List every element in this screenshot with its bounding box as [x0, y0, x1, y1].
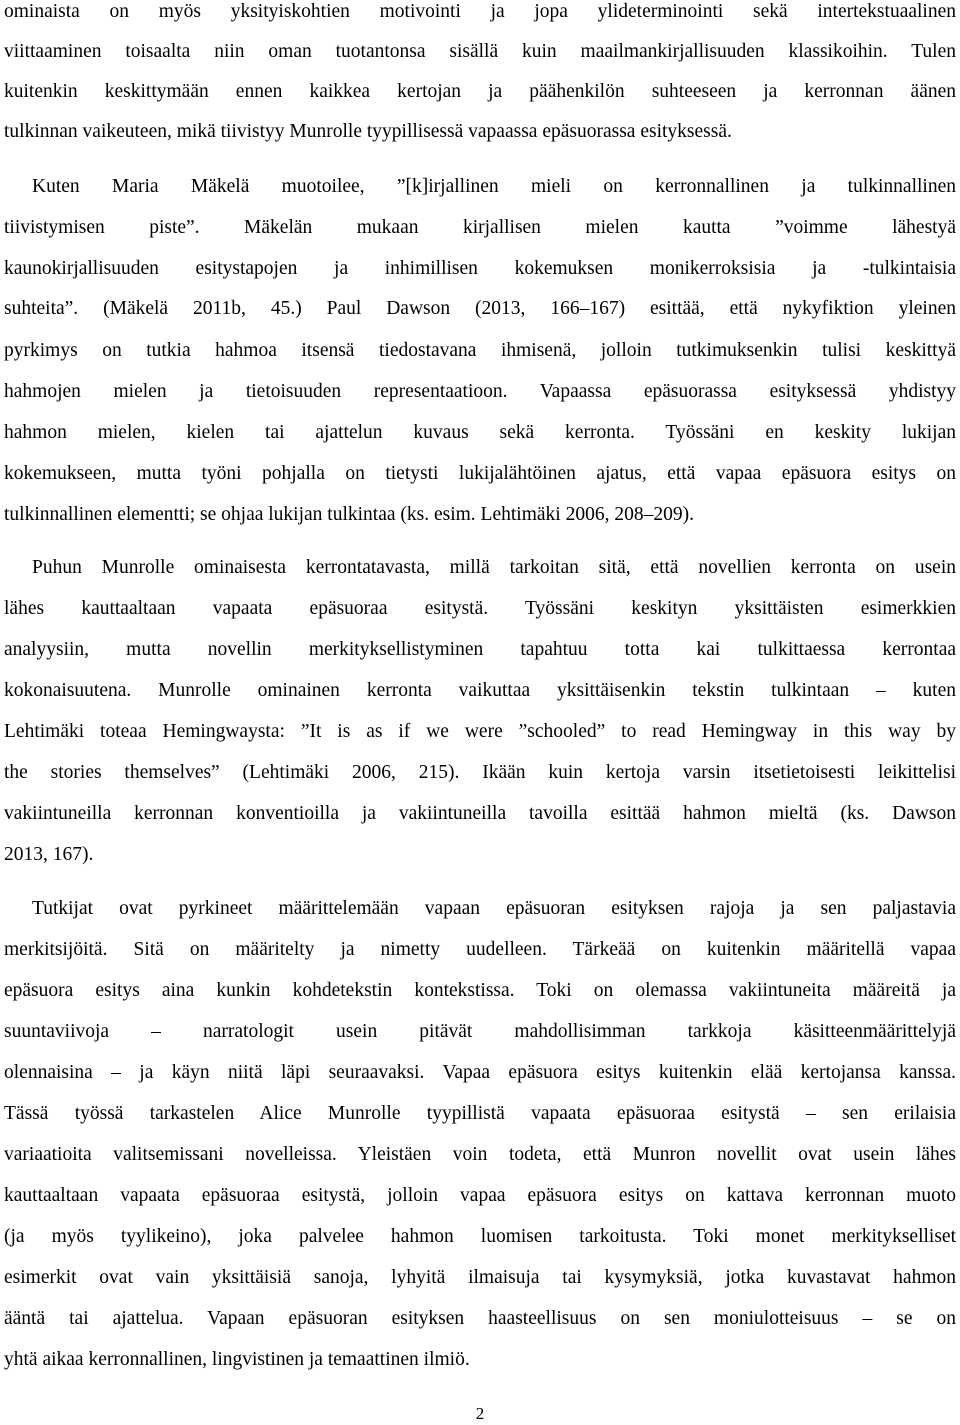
- text-line: tulkinnan vaikeuteen, mikä tiivistyy Munrolle tyypillisessä vapaassa epäsuorassa esityksessä.: [4, 121, 732, 142]
- text-line: the stories themselves” (Lehtimäki 2006, 215). Ikään kuin kertoja varsin itsetietoisesti leikittelisi: [4, 762, 956, 783]
- text-line: olennaisina – ja käyn niitä läpi seuraavaksi. Vapaa epäsuora esitys kuitenkin elää kertojansa kanssa.: [4, 1062, 956, 1083]
- text-line: pyrkimys on tutkia hahmoa itsensä tiedostavana ihmisenä, jolloin tutkimuksenkin tulisi keskittyä: [4, 340, 956, 361]
- text-line: 2013, 167).: [4, 844, 94, 865]
- text-line: analyysiin, mutta novellin merkityksellistyminen tapahtuu totta kai tulkittaessa kerrontaa: [4, 639, 956, 660]
- text-line: variaatioita valitsemissani novelleissa. Yleistäen voin todeta, että Munron novellit ovat usein lähes: [4, 1144, 956, 1165]
- text-line: epäsuora esitys aina kunkin kohdetekstin kontekstissa. Toki on olemassa vakiintuneita määreitä ja: [4, 980, 956, 1001]
- text-line: Lehtimäki toteaa Hemingwaysta: ”It is as if we were ”schooled” to read Hemingway in this way by: [4, 721, 956, 742]
- text-line: Tutkijat ovat pyrkineet määrittelemään vapaan epäsuoran esityksen rajoja ja sen paljastavia: [32, 898, 956, 919]
- text-line: tulkinnallinen elementti; se ohjaa lukijan tulkintaa (ks. esim. Lehtimäki 2006, 208–209).: [4, 504, 694, 525]
- text-line: ominaista on myös yksityiskohtien motivointi ja jopa ylideterminointi sekä intertekstuaalinen: [4, 1, 956, 22]
- text-line: suuntaviivoja – narratologit usein pitävät mahdollisimman tarkkoja käsitteenmäärittelyjä: [4, 1021, 956, 1042]
- text-line: hahmon mielen, kielen tai ajattelun kuvaus sekä kerronta. Työssäni en keskity lukijan: [4, 422, 956, 443]
- text-line: Puhun Munrolle ominaisesta kerrontatavasta, millä tarkoitan sitä, että novellien kerronta on usein: [32, 557, 956, 578]
- text-line: kauttaaltaan vapaata epäsuoraa esitystä, jolloin vapaa epäsuora esitys on kattava kerronnan muoto: [4, 1185, 956, 1206]
- text-line: suhteita”. (Mäkelä 2011b, 45.) Paul Dawson (2013, 166–167) esittää, että nykyfiktion yleinen: [4, 298, 956, 319]
- text-line: kokonaisuutena. Munrolle ominainen kerronta vaikuttaa yksittäisenkin tekstin tulkintaan – kuten: [4, 680, 956, 701]
- text-line: yhtä aikaa kerronnallinen, lingvistinen ja temaattinen ilmiö.: [4, 1349, 470, 1370]
- text-line: Kuten Maria Mäkelä muotoilee, ”[k]irjallinen mieli on kerronnallinen ja tulkinnallinen: [32, 176, 956, 197]
- text-line: lähes kauttaaltaan vapaata epäsuoraa esitystä. Työssäni keskityn yksittäisten esimerkkien: [4, 598, 956, 619]
- text-line: tiivistymisen piste”. Mäkelän mukaan kirjallisen mielen kautta ”voimme lähestyä: [4, 217, 956, 238]
- text-line: vakiintuneilla kerronnan konventioilla ja vakiintuneilla tavoilla esittää hahmon mieltä (ks. Dawson: [4, 803, 956, 824]
- text-line: esimerkit ovat vain yksittäisiä sanoja, lyhyitä ilmaisuja tai kysymyksiä, jotka kuvastavat hahmon: [4, 1267, 956, 1288]
- text-line: kokemukseen, mutta työni pohjalla on tietysti lukijalähtöinen ajatus, että vapaa epäsuora esitys on: [4, 463, 956, 484]
- text-line: merkitsijöitä. Sitä on määritelty ja nimetty uudelleen. Tärkeää on kuitenkin määritellä vapaa: [4, 939, 956, 960]
- text-line: Tässä työssä tarkastelen Alice Munrolle tyypillistä vapaata epäsuoraa esitystä – sen erilaisia: [4, 1103, 956, 1124]
- text-line: ääntä tai ajattelua. Vapaan epäsuoran esityksen haasteellisuus on sen moniulotteisuus – se on: [4, 1308, 956, 1329]
- text-line: hahmojen mielen ja tietoisuuden representaatioon. Vapaassa epäsuorassa esityksessä yhdistyy: [4, 381, 956, 402]
- page-number: 2: [475, 1404, 485, 1423]
- text-line: kuitenkin keskittymään ennen kaikkea kertojan ja päähenkilön suhteeseen ja kerronnan äänen: [4, 81, 956, 102]
- text-line: kaunokirjallisuuden esitystapojen ja inhimillisen kokemuksen monikerroksisia ja -tulkintaisia: [4, 258, 956, 279]
- text-line: viittaaminen toisaalta niin oman tuotantonsa sisällä kuin maailmankirjallisuuden klassikoihin. Tulen: [4, 41, 956, 62]
- text-line: (ja myös tyylikeino), joka palvelee hahmon luomisen tarkoitusta. Toki monet merkitykselliset: [4, 1226, 956, 1247]
